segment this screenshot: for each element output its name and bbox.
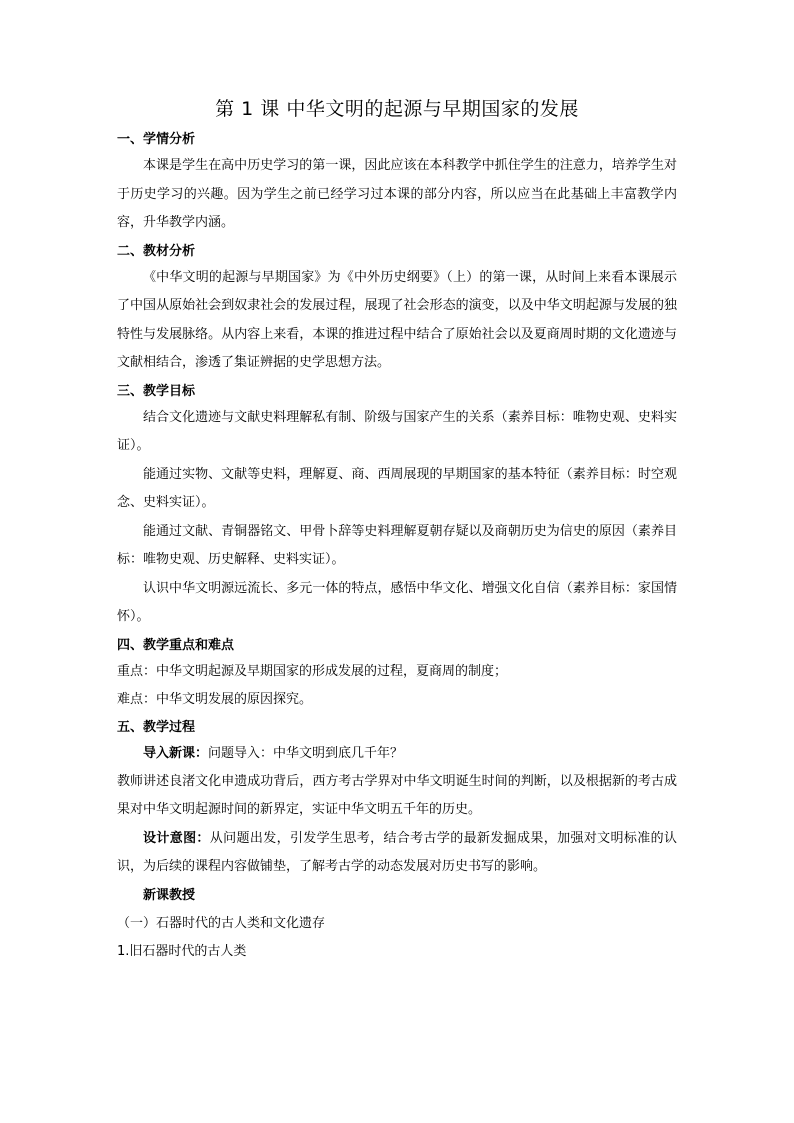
- subsubsection-heading: 1.旧石器时代的古人类: [117, 943, 247, 959]
- intro-label: 导入新课：: [143, 745, 209, 761]
- design-text: 从问题出发，引发学生思考，结合考古学的最新发掘成果，加强对文明标准的认识，为后续的课程内容做铺垫，了解考古学的动态发展对历史书写的影响。: [117, 830, 677, 874]
- paragraph: 《中华文明的起源与早期国家》为《中外历史纲要》（上）的第一课，从时间上来看本课展示了中国从原始社会到奴隶社会的发展过程，展现了社会形态的演变，以及中华文明起源与发展的独特性与发展脉络。从内容上来看，本课的推进过程中结合了原始社会以及夏商周时期的文化遗迹与文献相结合，渗透了集证辨据的史学思想方法。: [117, 269, 677, 370]
- section-heading-teaching-process: 五、教学过程: [117, 719, 196, 735]
- document-page: [117, 94, 677, 966]
- new-lesson-heading: 新课教授: [143, 887, 196, 903]
- key-point-line: 重点：中华文明起源及早期国家的形成发展的过程，夏商周的制度；: [117, 663, 508, 679]
- document-title: 第 1 课 中华文明的起源与早期国家的发展: [215, 98, 579, 120]
- paragraph: 能通过文献、青铜器铭文、甲骨卜辞等史料理解夏朝存疑以及商朝历史为信史的原因（素养目标：唯物史观、历史解释、史料实证）。: [117, 523, 677, 567]
- difficulty-line: 难点：中华文明发展的原因探究。: [117, 691, 313, 707]
- section-heading-textbook-analysis: 二、教材分析: [117, 243, 196, 259]
- section-heading-key-points: 四、教学重点和难点: [117, 637, 235, 653]
- design-label: 设计意图：: [143, 830, 210, 846]
- subsection-heading: （一）石器时代的古人类和文化遗存: [117, 915, 326, 931]
- section-heading-teaching-goals: 三、教学目标: [117, 383, 196, 399]
- paragraph: 结合文化遗迹与文献史料理解私有制、阶级与国家产生的关系（素养目标：唯物史观、史料实证）。: [117, 409, 677, 453]
- design-intent-paragraph: [117, 825, 677, 882]
- paragraph: 教师讲述良渚文化申遗成功背后，西方考古学界对中华文明诞生时间的判断，以及根据新的考古成果对中华文明起源时间的新界定，实证中华文明五千年的历史。: [117, 773, 677, 817]
- section-heading-learner-analysis: 一、学情分析: [117, 132, 196, 147]
- paragraph: 能通过实物、文献等史料，理解夏、商、西周展现的早期国家的基本特征（素养目标：时空观念、史料实证）。: [117, 466, 677, 510]
- intro-text: 问题导入：中华文明到底几千年？: [208, 745, 404, 761]
- paragraph: 本课是学生在高中历史学习的第一课，因此应该在本科教学中抓住学生的注意力，培养学生对于历史学习的兴趣。因为学生之前已经学习过本课的部分内容，所以应当在此基础上丰富教学内容，升华教学内涵。: [117, 158, 677, 230]
- intro-line: [117, 740, 677, 768]
- paragraph: 认识中华文明源远流长、多元一体的特点，感悟中华文化、增强文化自信（素养目标：家国情怀）。: [117, 580, 677, 624]
